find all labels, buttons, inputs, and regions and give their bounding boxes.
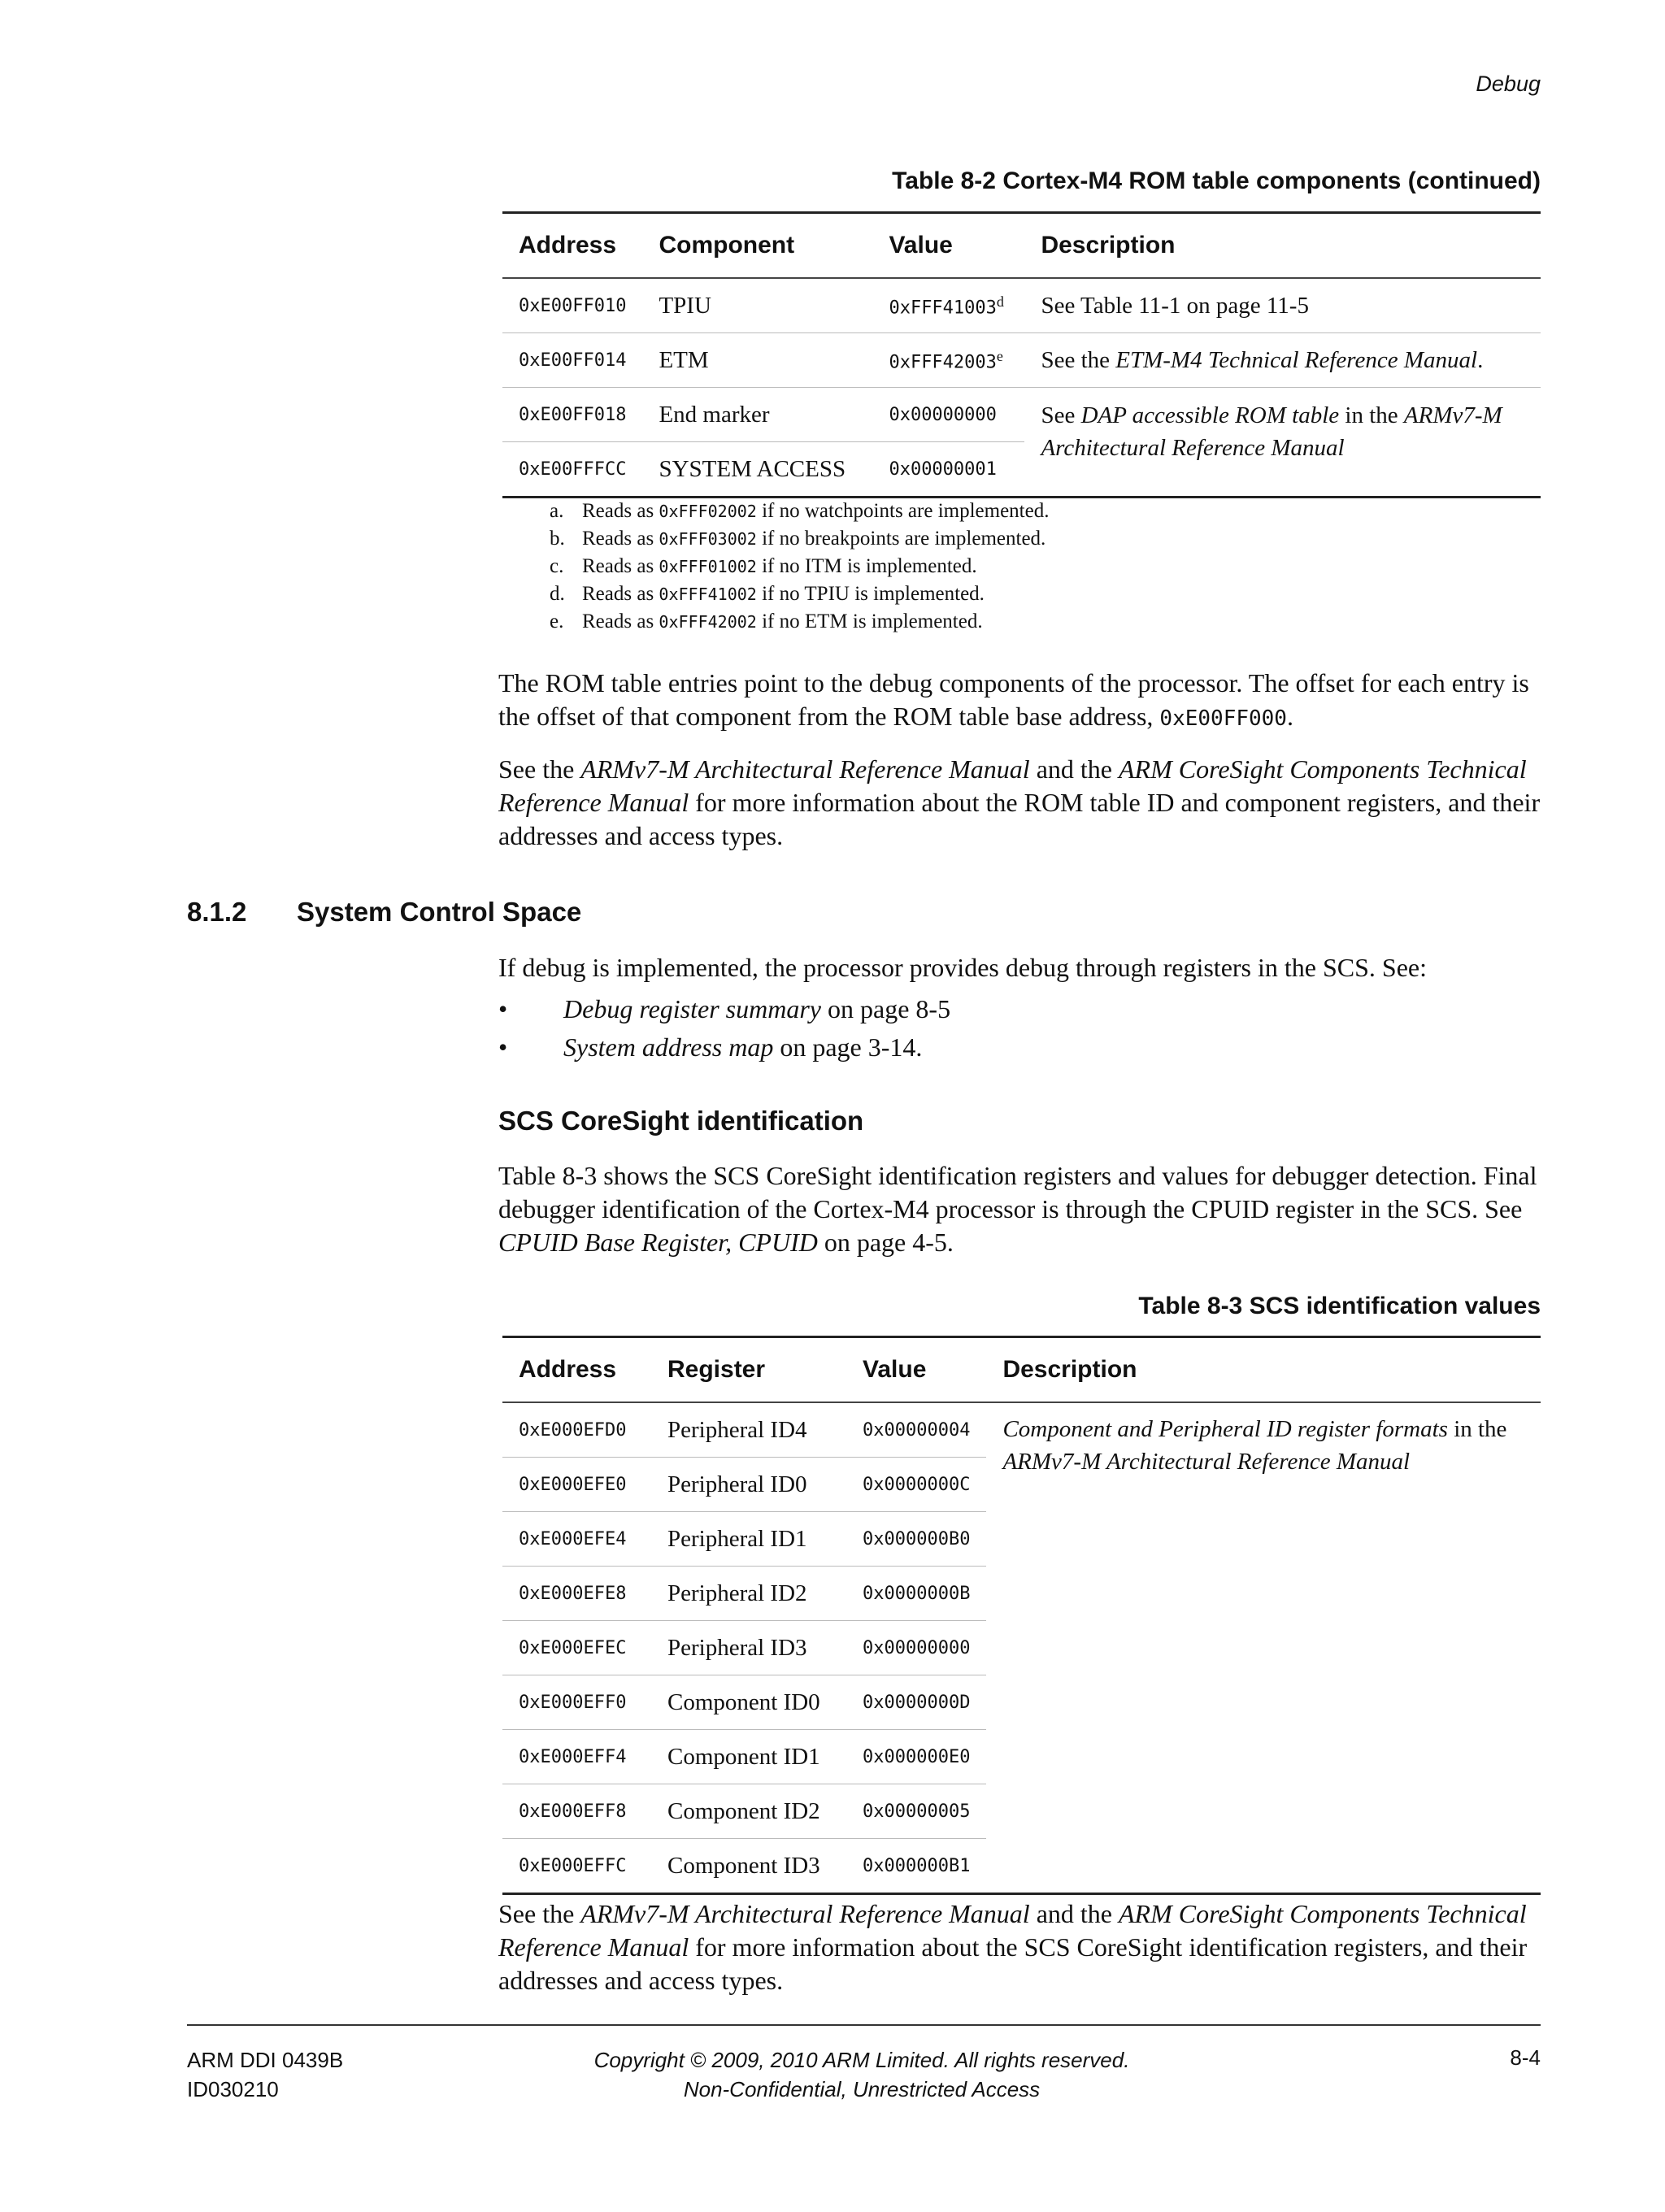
footnote-code: 0xFFF41002 (659, 585, 757, 604)
footnote-text: if no watchpoints are implemented. (756, 500, 1050, 522)
value-cell: 0x0000000C (846, 1458, 986, 1512)
section-title: System Control Space (297, 897, 582, 927)
footnote-ref: d (996, 293, 1004, 310)
description-cell (986, 1402, 1541, 1894)
component-cell: SYSTEM ACCESS (642, 442, 872, 498)
list-item (498, 990, 950, 1028)
register-cell: Peripheral ID3 (651, 1621, 846, 1675)
value-cell: 0x00000000 (846, 1621, 986, 1675)
description-text: in the (1339, 402, 1404, 428)
manual-reference: ARMv7-M Architectural Reference Manual (1002, 1449, 1411, 1475)
footnote-text: Reads as (582, 500, 659, 522)
address-cell: 0xE000EFF8 (502, 1784, 651, 1839)
bullet-marker: • (498, 994, 508, 1023)
address-cell: 0xE000EFF4 (502, 1730, 651, 1784)
section-reference: DAP accessible ROM table (1080, 402, 1340, 428)
doc-number: ARM DDI 0439B (187, 2048, 344, 2072)
column-header: Register (651, 1337, 846, 1403)
manual-reference: ETM-M4 Technical Reference Manual (1115, 346, 1478, 373)
description-cell (1024, 388, 1541, 498)
footnote-label: e. (550, 611, 564, 632)
value-cell: 0x00000004 (846, 1402, 986, 1458)
address-cell: 0xE00FF014 (502, 333, 642, 388)
paragraph-text: on page 4-5. (817, 1228, 954, 1257)
body-paragraph (498, 753, 1547, 853)
column-header: Address (502, 1337, 651, 1403)
footnote-text: if no ITM is implemented. (756, 555, 977, 577)
table-header-row (502, 1337, 1541, 1403)
value-cell: 0x000000B0 (846, 1512, 986, 1567)
component-cell: TPIU (642, 278, 872, 333)
value-cell: 0x00000000 (872, 388, 1024, 442)
address-cell: 0xE00FF018 (502, 388, 642, 442)
table-row (502, 278, 1541, 333)
value-text: 0xFFF41003 (889, 298, 997, 319)
paragraph-text: and the (1029, 754, 1119, 784)
footnote-code: 0xFFF02002 (659, 502, 757, 521)
footer-doc-info (187, 2045, 343, 2104)
footnote-text: Reads as (582, 528, 659, 550)
footer-divider (187, 2024, 1541, 2026)
footer-copyright (455, 2045, 1268, 2104)
footnote-ref: e (996, 347, 1003, 364)
footnote-text: Reads as (582, 583, 659, 605)
value-cell: 0x00000005 (846, 1784, 986, 1839)
bullet-list (498, 990, 950, 1067)
footnote-code: 0xFFF03002 (659, 529, 757, 549)
register-cell: Peripheral ID1 (651, 1512, 846, 1567)
footnote-label: a. (550, 500, 564, 522)
list-item-text: on page 8-5 (821, 994, 951, 1023)
footnote (550, 553, 1049, 580)
value-cell: 0x0000000D (846, 1675, 986, 1730)
doc-id: ID030210 (187, 2077, 279, 2101)
rom-table-components (502, 211, 1541, 498)
body-paragraph (498, 1159, 1547, 1259)
access-text: Non-Confidential, Unrestricted Access (683, 2077, 1041, 2101)
value-cell: 0x000000B1 (846, 1839, 986, 1894)
footnote-text: Reads as (582, 611, 659, 632)
subsection-heading: SCS CoreSight identification (498, 1106, 864, 1136)
cross-reference: CPUID Base Register, CPUID (498, 1228, 818, 1257)
component-cell: ETM (642, 333, 872, 388)
column-header: Description (1024, 213, 1541, 279)
address-cell: 0xE000EFEC (502, 1621, 651, 1675)
list-item (498, 1028, 950, 1067)
footnote (550, 580, 1049, 608)
paragraph-text: . (1286, 702, 1293, 731)
table-header-row (502, 213, 1541, 279)
column-header: Address (502, 213, 642, 279)
footnote-label: c. (550, 555, 564, 577)
description-text: See the (1041, 346, 1116, 373)
paragraph-text: for more information about the ROM table ID and component registers, and their addresses and access types. (498, 788, 1541, 850)
inline-code: 0xE00FF000 (1159, 706, 1287, 731)
address-cell: 0xE000EFFC (502, 1839, 651, 1894)
section-reference: Component and Peripheral ID register formats (1002, 1416, 1448, 1442)
address-cell: 0xE00FF010 (502, 278, 642, 333)
body-paragraph (498, 667, 1547, 736)
value-text: 0xFFF42003 (889, 352, 997, 373)
column-header: Value (846, 1337, 986, 1403)
cross-reference: System address map (563, 1032, 774, 1062)
section-number: 8.1.2 (187, 897, 247, 927)
register-cell: Component ID0 (651, 1675, 846, 1730)
manual-reference: ARMv7-M Architectural Reference Manual (580, 1899, 1030, 1928)
footnote (550, 608, 1049, 636)
paragraph-text: Table 8-3 shows the SCS CoreSight identification registers and values for debugger detection. Final debugger identification of the Cortex-M4 processor is through the CPUID register in the SCS. See (498, 1161, 1537, 1223)
page-number: 8-4 (1510, 2045, 1541, 2070)
description-cell (1024, 333, 1541, 388)
table-footnotes (550, 498, 1049, 636)
table-row (502, 388, 1541, 442)
description-text: . (1477, 346, 1484, 373)
table-row (502, 333, 1541, 388)
manual-reference: ARMv7-M Architectural Reference Manual (1041, 402, 1502, 461)
value-cell: 0x000000E0 (846, 1730, 986, 1784)
address-cell: 0xE000EFE4 (502, 1512, 651, 1567)
address-cell: 0xE000EFE8 (502, 1567, 651, 1621)
paragraph-text: The ROM table entries point to the debug components of the processor. The offset for each entry is the offset of that component from the ROM table base address, (498, 668, 1529, 731)
column-header: Component (642, 213, 872, 279)
footnote-code: 0xFFF01002 (659, 557, 757, 576)
scs-identification-table (502, 1336, 1541, 1895)
table-caption: Table 8-2 Cortex-M4 ROM table components (continued) (892, 167, 1541, 194)
register-cell: Peripheral ID2 (651, 1567, 846, 1621)
cross-reference: Debug register summary (563, 994, 821, 1023)
manual-reference: ARMv7-M Architectural Reference Manual (580, 754, 1030, 784)
paragraph-text: and the (1029, 1899, 1119, 1928)
table-row (502, 1402, 1541, 1458)
address-cell: 0xE000EFD0 (502, 1402, 651, 1458)
bullet-marker: • (498, 1032, 508, 1062)
footnote-label: b. (550, 528, 565, 550)
paragraph-text: for more information about the SCS CoreSight identification registers, and their addresses and access types. (498, 1932, 1528, 1995)
register-cell: Component ID3 (651, 1839, 846, 1894)
footnote-text: Reads as (582, 555, 659, 577)
address-cell: 0xE000EFE0 (502, 1458, 651, 1512)
address-cell: 0xE000EFF0 (502, 1675, 651, 1730)
description-text: See (1041, 402, 1081, 428)
column-header: Description (986, 1337, 1541, 1403)
footnote (550, 498, 1049, 525)
register-cell: Component ID1 (651, 1730, 846, 1784)
register-cell: Component ID2 (651, 1784, 846, 1839)
value-cell: 0x00000001 (872, 442, 1024, 498)
component-cell: End marker (642, 388, 872, 442)
footnote-label: d. (550, 583, 565, 605)
register-cell: Peripheral ID0 (651, 1458, 846, 1512)
paragraph-text: See the (498, 1899, 581, 1928)
description-text: in the (1447, 1416, 1507, 1442)
description-cell: See Table 11-1 on page 11-5 (1024, 278, 1541, 333)
table-caption: Table 8-3 SCS identification values (1138, 1293, 1541, 1319)
list-item-text: on page 3-14. (773, 1032, 923, 1062)
footnote-text: if no TPIU is implemented. (756, 583, 985, 605)
register-cell: Peripheral ID4 (651, 1402, 846, 1458)
manual-reference: ARM CoreSight Components Technical Reference Manual (498, 1899, 1527, 1962)
value-cell: 0x0000000B (846, 1567, 986, 1621)
footnote-text: if no breakpoints are implemented. (756, 528, 1046, 550)
copyright-text: Copyright © 2009, 2010 ARM Limited. All rights reserved. (593, 2048, 1130, 2072)
paragraph-text: See the (498, 754, 581, 784)
value-cell (872, 333, 1024, 388)
footnote-code: 0xFFF42002 (659, 612, 757, 632)
address-cell: 0xE00FFFCC (502, 442, 642, 498)
footnote (550, 525, 1049, 553)
manual-reference: ARM CoreSight Components Technical Reference Manual (498, 754, 1527, 817)
value-cell (872, 278, 1024, 333)
body-paragraph: If debug is implemented, the processor provides debug through registers in the SCS. See: (498, 953, 1428, 982)
running-header: Debug (1476, 72, 1541, 96)
body-paragraph (498, 1897, 1547, 1997)
column-header: Value (872, 213, 1024, 279)
footnote-text: if no ETM is implemented. (756, 611, 983, 632)
